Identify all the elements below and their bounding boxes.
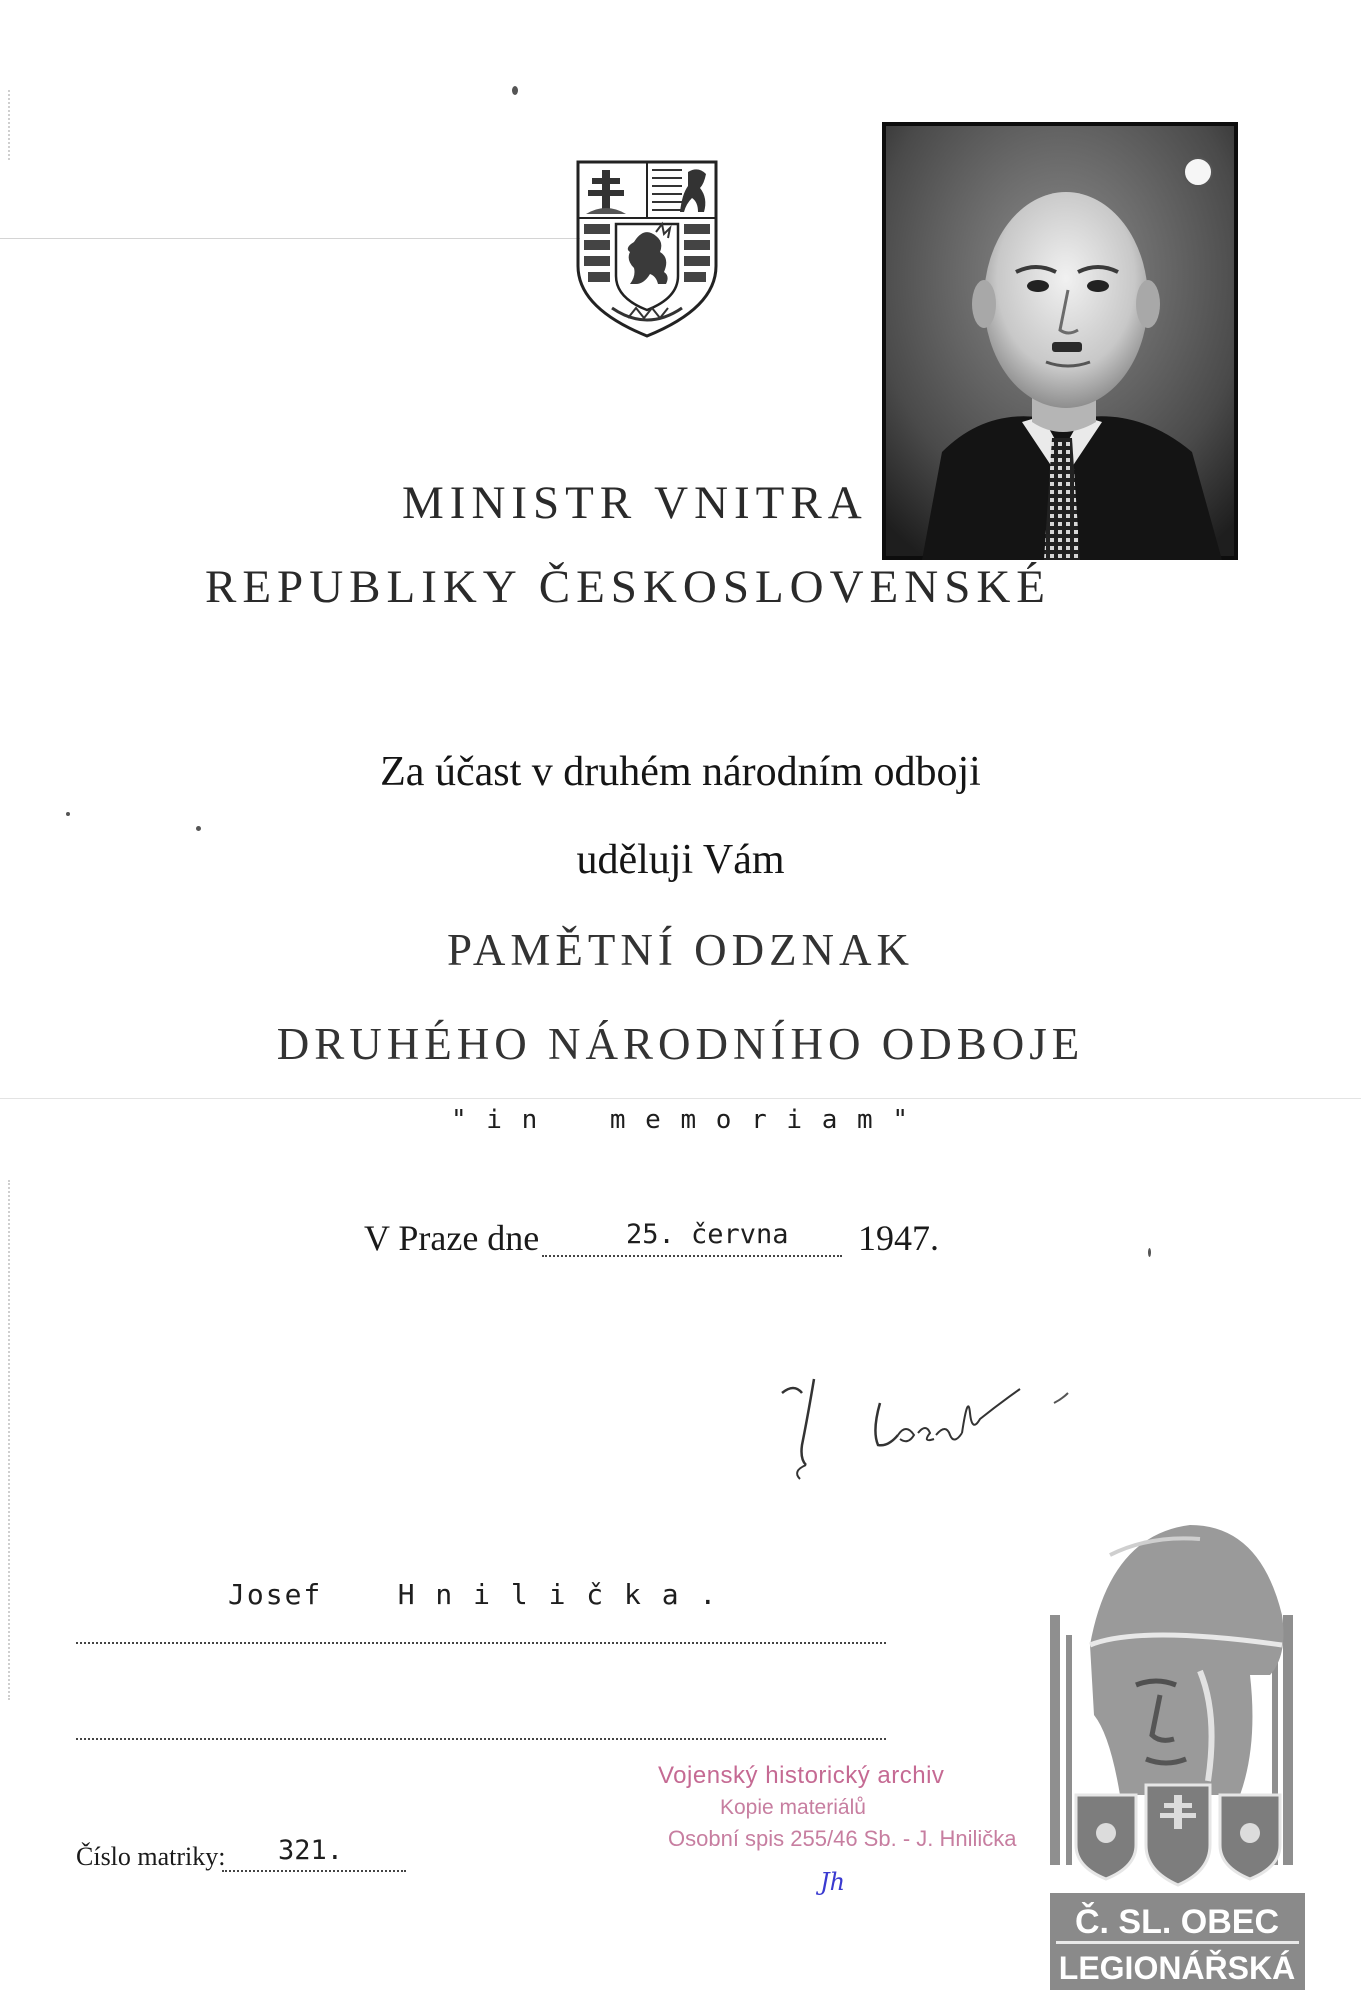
coat-of-arms-emblem bbox=[572, 158, 722, 340]
ministry-title: MINISTR VNITRA bbox=[402, 477, 868, 529]
date-row bbox=[364, 1217, 1064, 1267]
scan-edge-noise bbox=[8, 1180, 24, 1700]
name-dotted-line bbox=[76, 1642, 886, 1644]
date-label: V Praze dne bbox=[364, 1218, 540, 1258]
award-title-line1: PAMĚTNÍ ODZNAK bbox=[446, 925, 915, 975]
portrait-photo bbox=[882, 122, 1238, 560]
award-title-line2: DRUHÉHO NÁRODNÍHO ODBOJE bbox=[276, 1019, 1085, 1069]
scan-speck bbox=[512, 86, 518, 95]
scan-speck bbox=[1148, 1248, 1151, 1257]
logo-text-line1: Č. SL. OBEC bbox=[1074, 1903, 1280, 1941]
registry-label: Číslo matriky: bbox=[76, 1842, 226, 1871]
registry-number: 321. bbox=[278, 1835, 344, 1866]
legion-logo bbox=[1050, 1495, 1305, 1990]
stamp-line1: Vojenský historický archiv bbox=[658, 1762, 945, 1789]
stamp-line3: Osobní spis 255/46 Sb. - J. Hnilička bbox=[668, 1826, 1017, 1851]
registry-dotted-line bbox=[222, 1870, 406, 1872]
logo-text-line2: LEGIONÁŘSKÁ bbox=[1058, 1950, 1296, 1986]
recipient-name: Josef H n i l i č k a . bbox=[228, 1578, 719, 1611]
fold-line bbox=[0, 1098, 1361, 1099]
stamp-initials: Jh bbox=[820, 1868, 846, 1896]
in-memoriam-note: " i n m e m o r i a m " bbox=[451, 1105, 910, 1135]
stamp-line2: Kopie materiálů bbox=[720, 1796, 866, 1819]
scan-speck bbox=[196, 826, 201, 831]
minister-signature bbox=[780, 1375, 1100, 1495]
award-reason: Za účast v druhém národním odboji bbox=[380, 749, 981, 795]
republic-title: REPUBLIKY ČESKOSLOVENSKÉ bbox=[205, 561, 1051, 613]
award-grant: uděluji Vám bbox=[576, 837, 785, 883]
date-value: 25. června bbox=[626, 1219, 789, 1250]
scan-speck bbox=[66, 812, 70, 816]
scan-edge-noise bbox=[8, 90, 24, 160]
date-dotted-line bbox=[542, 1255, 842, 1257]
address-dotted-line bbox=[76, 1738, 886, 1740]
date-year: 1947. bbox=[858, 1218, 939, 1258]
fold-line bbox=[0, 238, 580, 239]
